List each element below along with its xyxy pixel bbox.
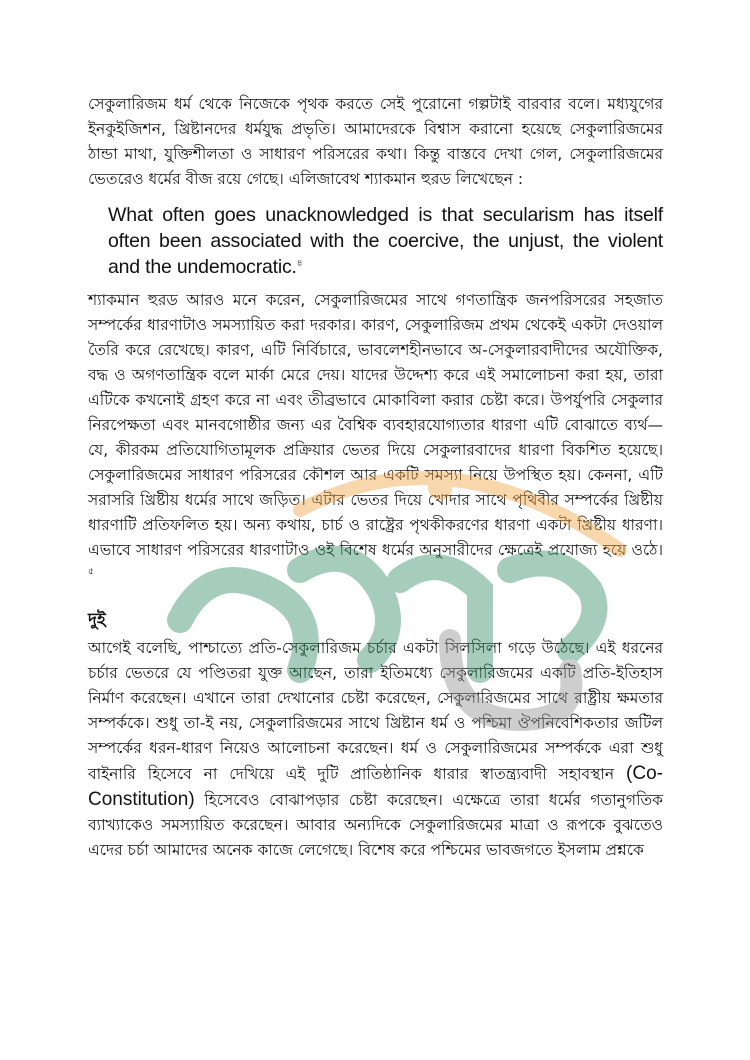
paragraph-2-text: শ্যাকমান হুরড আরও মনে করেন, সেকুলারিজমের সাথে গণতান্ত্রিক জনপরিসরের সহজাত সম্পর্কের ধারণাটাও সমস্যায়িত করা দরকার। কারণ, সেকুলারিজম প্রথম থেকেই একটা দেওয়াল তৈরি করে রেখেছে। কারণ, এটি নির্বিচারে, ভাবলেশহীনভাবে অ-সেকুলারবাদীদের অযৌক্তিক, বদ্ধ ও অগণতান্ত্রিক বলে মার্কা মেরে দেয়। যাদের উদ্দেশ্য করে এই সমালোচনা করা হয়, তারা এটিকে কখনোই গ্রহণ করে না এবং তীব্রভাবে মোকাবিলা করার চেষ্টা করে। উপর্যুপরি সেকুলার নিরপেক্ষতা এবং মানবগোষ্ঠীর জন্য এর বৈশ্বিক ব্যবহারযোগ্যতার ধারণা এটি বোঝাতে ব্যর্থ—যে, কীরকম প্রতিযোগিতামূলক প্রক্রিয়ার ভেতর দিয়ে সেকুলারবাদের ধারণা বিকশিত হয়েছে। সেকুলারিজমের সাধারণ পরিসরের কৌশল আর একটি সমস্যা নিয়ে উপস্থিত হয়। কেননা, এটি সরাসরি খ্রিষ্টীয় ধর্মের সাথে জড়িত। এটার ভেতর দিয়ে খোদার সাথে পৃথিবীর সম্পর্কের খ্রিষ্টীয় ধারণাটি প্রতিফলিত হয়। অন্য কথায়, চার্চ ও রাষ্ট্রের পৃথকীকরণের ধারণা একটা খ্রিষ্টীয় ধারণা। এভাবে সাধারণ পরিসরের ধারণাটাও ওই বিশেষ ধর্মের অনুসারীদের ক্ষেত্রেই প্রযোজ্য হয়ে ওঠে। (88, 291, 663, 559)
block-quote (108, 202, 663, 280)
document-page (88, 92, 663, 863)
paragraph-3-text-end: হিসেবেও বোঝাপড়ার চেষ্টা করেছেন। এক্ষেত্রে তারা ধর্মের গতানুগতিক ব্যাখ্যাকেও সমস্যায়িত করেছেন। আবার অন্যদিকে সেকুলারিজমের মাত্রা ও রূপকে বুঝতেও এদের চর্চা আমাদের অনেক কাজে লেগেছে। বিশেষ করে পশ্চিমের ভাবজগতে ইসলাম প্রশ্নকে (88, 791, 663, 859)
body-paragraph-2 (88, 288, 663, 588)
section-heading: দুই (88, 610, 106, 630)
quote-text: What often goes unacknowledged is that secularism has itself often been associated with the coercive, the unjust, the violent and the undemocratic. (108, 204, 663, 278)
co-constitution-term: (Co-Constitution) (88, 763, 663, 810)
body-paragraph-1: সেকুলারিজম ধর্ম থেকে নিজেকে পৃথক করতে সেই পুরোনো গল্পটাই বারবার বলে। মধ্যযুগের ইনকুইজিশন, খ্রিষ্টানদের ধর্মযুদ্ধ প্রভৃতি। আমাদেরকে বিশ্বাস করানো হয়েছে সেকুলারিজমের ঠান্ডা মাথা, যুক্তিশীলতা ও সাধারণ পরিসরের কথা। কিন্তু বাস্তবে দেখা গেল, সেকুলারিজমের ভেতরেও ধর্মের বীজ রয়ে গেছে। এলিজাবেথ শ্যাকমান হুরড লিখেছেন : (88, 95, 663, 188)
paragraph-3-text-start: আগেই বলেছি, পাশ্চাত্যে প্রতি-সেকুলারিজম চর্চার একটা সিলসিলা গড়ে উঠেছে। এই ধরনের চর্চার ভেতরে যে পণ্ডিতরা যুক্ত আছেন, তারা ইতিমধ্যে সেকুলারিজমের একটি প্রতি-ইতিহাস নির্মাণ করেছেন। এখানে তারা দেখানোর চেষ্টা করেছেন, সেকুলারিজমের সাথে রাষ্ট্রীয় ক্ষমতার সম্পর্ককে। শুধু তা-ই নয়, সেকুলারিজমের সাথে খ্রিষ্টান ধর্ম ও পশ্চিমা ঔপনিবেশিকতার জটিল সম্পর্কের ধরন-ধারণ নিয়েও আলোচনা করেছেন। ধর্ম ও সেকুলারিজমের সম্পর্ককে এরা শুধু বাইনারি হিসেবে না দেখিয়ে এই দুটি প্রাতিষ্ঠানিক ধারার স্বাতন্ত্র্যবাদী সহাবস্থান (88, 639, 663, 783)
body-paragraph-3 (88, 636, 663, 863)
footnote-marker[interactable]: ৫ (88, 566, 94, 577)
footnote-marker[interactable]: ৪ (296, 257, 303, 268)
